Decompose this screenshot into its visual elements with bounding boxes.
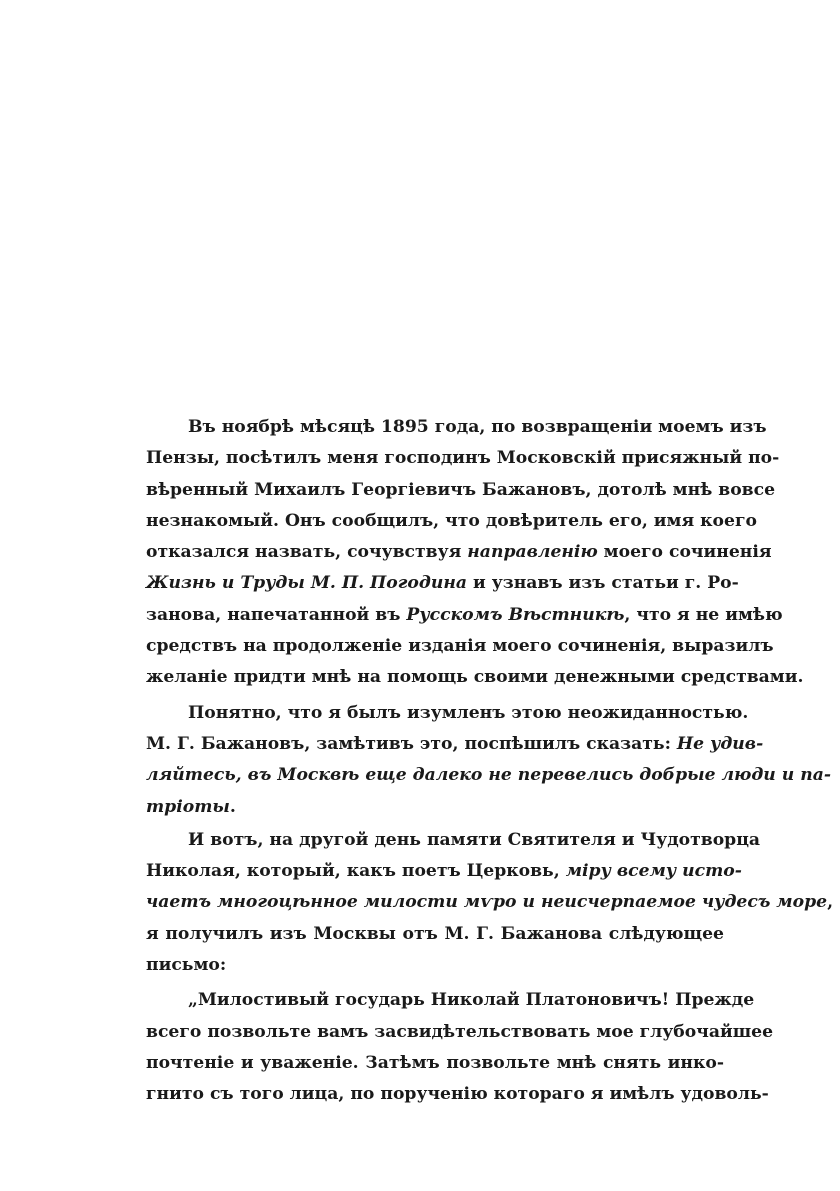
text-line [146, 1079, 769, 1110]
text-segment: вѣренный Михаилъ Георгіевичъ Бажановъ, дотолѣ мнѣ вовсе [146, 479, 776, 500]
italic-text: направленію [467, 542, 598, 563]
text-segment: , [827, 892, 834, 913]
text-line [146, 950, 724, 981]
text-segment: , что я не имѣю [624, 604, 783, 625]
text-segment: гнито съ того лица, по порученію котораго я имѣлъ удоволь- [146, 1084, 769, 1105]
text-segment: занова, напечатанной въ [146, 604, 407, 625]
text-segment: Понятно, что я былъ изумленъ этою неожиданностью. [188, 702, 749, 723]
text-segment: всего позвольте вамъ засвидѣтельствовать мое глубочайшее [146, 1021, 774, 1042]
text-line [146, 856, 742, 887]
italic-text: ляйтесь, въ Москвѣ еще далеко не перевелись добрые люди и па- [146, 765, 831, 786]
text-line [146, 537, 772, 568]
text-line [146, 1048, 724, 1079]
text-segment: письмо: [146, 955, 227, 976]
paragraph [146, 412, 804, 694]
text-line [146, 475, 776, 506]
text-segment: „Милостивый государь Николай Платоновичъ! Прежде [188, 990, 755, 1011]
text-segment: незнакомый. Онъ сообщилъ, что довѣритель его, имя коего [146, 510, 757, 531]
italic-text: тріоты [146, 796, 230, 817]
text-segment: Въ ноябрѣ мѣсяцѣ 1895 года, по возвращеніи моемъ изъ [188, 417, 767, 437]
text-line [146, 600, 783, 631]
text-line [146, 825, 761, 856]
text-segment: Пензы, посѣтилъ меня господинъ Московскій присяжный по- [146, 448, 780, 469]
text-line [146, 568, 739, 599]
text-segment: и узнавъ изъ статьи г. Ро- [467, 573, 739, 594]
italic-text: міру всему исто- [565, 861, 742, 882]
text-line [146, 729, 764, 760]
text-segment: я получилъ изъ Москвы отъ М. Г. Бажанова слѣдующее [146, 923, 724, 944]
text-line [146, 443, 780, 474]
text-line [146, 662, 804, 693]
text-segment: моего сочиненія [597, 542, 772, 563]
paragraph [146, 825, 834, 981]
text-line [146, 412, 767, 443]
text-line [146, 760, 831, 791]
text-line [146, 985, 755, 1016]
text-line [146, 698, 749, 729]
italic-text: Русскомъ Вѣстникѣ [406, 604, 625, 625]
text-line [146, 792, 724, 823]
italic-text: Жизнь и Труды М. П. Погодина [146, 573, 468, 594]
body-text [146, 412, 834, 1111]
text-segment: средствъ на продолженіе изданія моего сочиненія, выразилъ [146, 636, 774, 657]
text-segment: отказался назвать, сочувствуя [146, 542, 468, 563]
paragraph [146, 698, 831, 823]
text-line [146, 887, 834, 918]
text-segment: желаніе придти мнѣ на помощь своими денежными средствами. [146, 667, 804, 688]
text-line [146, 1017, 774, 1048]
text-line [146, 631, 774, 662]
text-line [146, 919, 724, 950]
text-segment: И вотъ, на другой день памяти Святителя и Чудотворца [188, 829, 761, 850]
text-segment: Николая, который, какъ поетъ Церковь, [146, 861, 566, 882]
text-segment: . [229, 796, 236, 817]
italic-text: чаетъ многоцѣнное милости мѵро и неисчерпаемое чудесъ море [146, 892, 828, 913]
text-segment: почтеніе и уваженіе. Затѣмъ позвольте мнѣ снять инко- [146, 1052, 724, 1073]
text-line [146, 506, 757, 537]
paragraph [146, 985, 774, 1110]
italic-text: Не удив- [676, 733, 764, 754]
text-segment: М. Г. Бажановъ, замѣтивъ это, поспѣшилъ сказать: [146, 733, 677, 754]
